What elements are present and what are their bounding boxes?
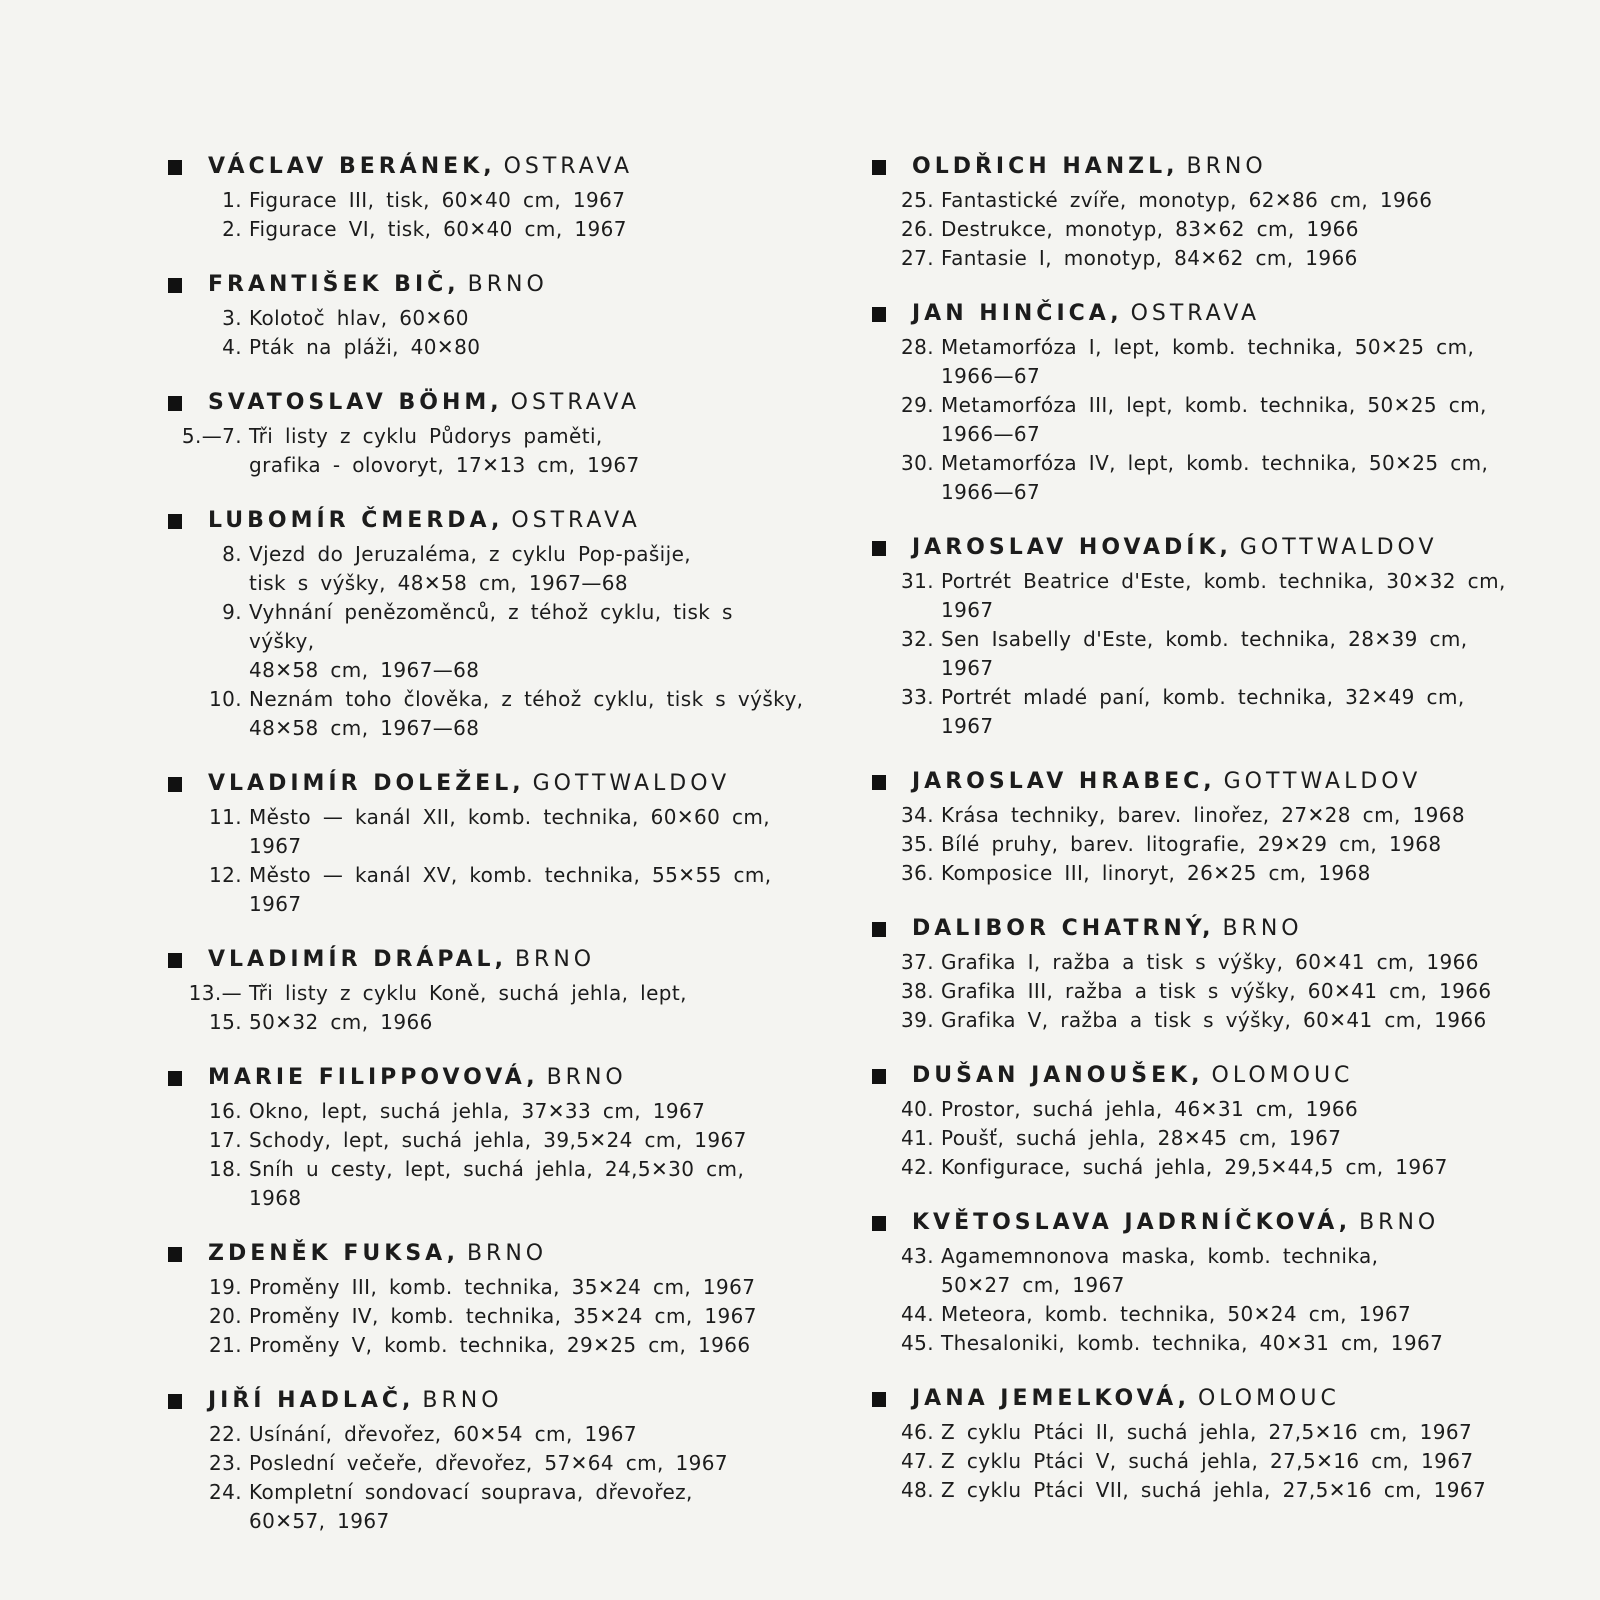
work-number: 46. [900, 1420, 934, 1444]
artist-entry [872, 1057, 1512, 1182]
artist-entry [168, 765, 808, 919]
artist-heading [168, 148, 808, 186]
artist-entry [168, 148, 808, 244]
square-bullet-icon [872, 1216, 886, 1231]
artist-heading [168, 384, 808, 422]
work-number: 42. [900, 1155, 934, 1179]
square-bullet-icon [872, 1392, 886, 1407]
work-description: Z cyklu Ptáci II, suchá jehla, 27,5✕16 cm, 1967 [941, 1420, 1473, 1444]
artist-city: OSTRAVA [511, 508, 641, 533]
works-list [168, 422, 808, 480]
work-number: 28. [900, 335, 934, 359]
work-description: Fantastické zvíře, monotyp, 62✕86 cm, 1966 [941, 188, 1433, 212]
work-description: Proměny V, komb. technika, 29✕25 cm, 1966 [249, 1333, 751, 1357]
artist-name: VÁCLAV BERÁNEK, [208, 154, 496, 179]
work-item [872, 186, 1512, 215]
artist-heading [872, 1380, 1512, 1418]
work-description: Agamemnonova maska, komb. technika, 50✕27 cm, 1967 [941, 1244, 1379, 1297]
artist-city: OLOMOUC [1211, 1063, 1354, 1088]
work-number: 16. [208, 1099, 242, 1123]
artist-city: OSTRAVA [503, 154, 634, 179]
artist-city: BRNO [467, 272, 548, 297]
artist-city: OLOMOUC [1197, 1386, 1340, 1411]
work-description: Usínání, dřevořez, 60✕54 cm, 1967 [249, 1422, 637, 1446]
work-description: Thesaloniki, komb. technika, 40✕31 cm, 1967 [941, 1331, 1444, 1355]
artist-city: BRNO [1359, 1210, 1440, 1235]
artist-entry [872, 529, 1512, 741]
work-description: Figurace III, tisk, 60✕40 cm, 1967 [249, 188, 626, 212]
artist-heading [872, 295, 1512, 333]
artist-entry [872, 763, 1512, 888]
artist-city: OSTRAVA [1130, 301, 1261, 326]
work-description: Metamorfóza III, lept, komb. technika, 50✕25 cm, 1966—67 [941, 393, 1487, 446]
artist-name: JIŘÍ HADLAČ, [208, 1388, 415, 1413]
artist-name: SVATOSLAV BÖHM, [208, 390, 503, 415]
artist-name: FRANTIŠEK BIČ, [208, 272, 460, 297]
artist-entry [168, 502, 808, 743]
work-description: Figurace VI, tisk, 60✕40 cm, 1967 [249, 217, 627, 241]
artist-heading [168, 941, 808, 979]
work-item [168, 1449, 808, 1478]
artist-name: VLADIMÍR DRÁPAL, [208, 947, 507, 972]
work-description: Město — kanál XV, komb. technika, 55✕55 cm, 1967 [249, 863, 772, 916]
work-number: 24. [208, 1480, 242, 1504]
square-bullet-icon [168, 1394, 182, 1409]
work-description: Konfigurace, suchá jehla, 29,5✕44,5 cm, 1967 [941, 1155, 1448, 1179]
work-item [872, 1476, 1512, 1505]
square-bullet-icon [168, 1071, 182, 1086]
work-item [168, 861, 808, 919]
work-number: 43. [900, 1244, 934, 1268]
work-description: Poslední večeře, dřevořez, 57✕64 cm, 1967 [249, 1451, 729, 1475]
artist-name: ZDENĚK FUKSA, [208, 1241, 459, 1266]
work-number: 10. [208, 687, 242, 711]
work-description: Z cyklu Ptáci VII, suchá jehla, 27,5✕16 cm, 1967 [941, 1478, 1487, 1502]
artist-name: DALIBOR CHATRNÝ, [912, 916, 1215, 941]
artist-entry [168, 384, 808, 480]
work-description: Fantasie I, monotyp, 84✕62 cm, 1966 [941, 246, 1358, 270]
artist-name: DUŠAN JANOUŠEK, [912, 1063, 1204, 1088]
artist-heading [872, 148, 1512, 186]
work-number: 34. [900, 803, 934, 827]
work-item [872, 948, 1512, 977]
work-number: 12. [208, 863, 242, 887]
work-item [872, 977, 1512, 1006]
work-description: Prostor, suchá jehla, 46✕31 cm, 1966 [941, 1097, 1359, 1121]
work-number: 3. [222, 306, 242, 330]
artist-heading [168, 1382, 808, 1420]
work-description: Metamorfóza IV, lept, komb. technika, 50✕25 cm, 1966—67 [941, 451, 1489, 504]
work-description: Kompletní sondovací souprava, dřevořez, 60✕57, 1967 [249, 1480, 693, 1533]
artist-name: JAROSLAV HOVADÍK, [912, 535, 1232, 560]
work-item [872, 1329, 1512, 1358]
work-item [872, 1124, 1512, 1153]
work-number: 26. [900, 217, 934, 241]
artist-city: BRNO [422, 1388, 503, 1413]
artist-name: VLADIMÍR DOLEŽEL, [208, 771, 525, 796]
work-number: 44. [900, 1302, 934, 1326]
work-item [872, 1242, 1512, 1300]
artist-heading [168, 1059, 808, 1097]
work-number: 40. [900, 1097, 934, 1121]
work-description: Grafika I, ražba a tisk s výšky, 60✕41 cm, 1966 [941, 950, 1479, 974]
artist-heading [872, 910, 1512, 948]
work-number: 36. [900, 861, 934, 885]
works-list [872, 948, 1512, 1035]
works-list [872, 1095, 1512, 1182]
square-bullet-icon [168, 160, 182, 175]
artist-city: GOTTWALDOV [1239, 535, 1438, 560]
work-number: 32. [900, 627, 934, 651]
artist-entry [168, 1235, 808, 1360]
work-item [168, 1331, 808, 1360]
work-item [168, 215, 808, 244]
artist-heading [168, 1235, 808, 1273]
work-item [872, 1447, 1512, 1476]
work-item [872, 625, 1512, 683]
work-item [872, 1006, 1512, 1035]
work-item [168, 1420, 808, 1449]
work-description: Krása techniky, barev. linořez, 27✕28 cm, 1968 [941, 803, 1465, 827]
work-item [168, 803, 808, 861]
work-number: 4. [222, 335, 242, 359]
artist-name: KVĚTOSLAVA JADRNÍČKOVÁ, [912, 1210, 1352, 1235]
square-bullet-icon [872, 307, 886, 322]
work-description: Sen Isabelly d'Este, komb. technika, 28✕39 cm, 1967 [941, 627, 1468, 680]
work-number: 47. [900, 1449, 934, 1473]
work-number: 27. [900, 246, 934, 270]
work-number: 48. [900, 1478, 934, 1502]
work-item [872, 333, 1512, 391]
artist-city: GOTTWALDOV [532, 771, 731, 796]
work-number: 45. [900, 1331, 934, 1355]
work-item [168, 1302, 808, 1331]
work-description: Grafika V, ražba a tisk s výšky, 60✕41 cm, 1966 [941, 1008, 1487, 1032]
work-item [168, 333, 808, 362]
work-description: Z cyklu Ptáci V, suchá jehla, 27,5✕16 cm, 1967 [941, 1449, 1474, 1473]
work-number: 31. [900, 569, 934, 593]
artist-entry [872, 1380, 1512, 1505]
work-item [872, 391, 1512, 449]
work-description: Město — kanál XII, komb. technika, 60✕60 cm, 1967 [249, 805, 771, 858]
square-bullet-icon [872, 541, 886, 556]
work-item [872, 567, 1512, 625]
work-number: 39. [900, 1008, 934, 1032]
work-number: 37. [900, 950, 934, 974]
works-list [872, 1242, 1512, 1358]
right-column [872, 148, 1512, 1527]
artist-heading [872, 529, 1512, 567]
work-number: 25. [900, 188, 934, 212]
artist-entry [168, 266, 808, 362]
work-description: Tři listy z cyklu Koně, suchá jehla, lept, 50✕32 cm, 1966 [249, 981, 687, 1034]
works-list [872, 1418, 1512, 1505]
work-item [872, 244, 1512, 273]
work-number: 21. [208, 1333, 242, 1357]
artist-name: OLDŘICH HANZL, [912, 154, 1179, 179]
works-list [168, 1420, 808, 1536]
left-column [168, 148, 808, 1558]
artist-name: JAROSLAV HRABEC, [912, 769, 1216, 794]
works-list [872, 186, 1512, 273]
work-number: 17. [208, 1128, 242, 1152]
artist-city: BRNO [1222, 916, 1303, 941]
work-item [872, 1095, 1512, 1124]
artist-heading [872, 763, 1512, 801]
square-bullet-icon [168, 1247, 182, 1262]
artist-name: JANA JEMELKOVÁ, [912, 1386, 1190, 1411]
work-description: Vjezd do Jeruzaléma, z cyklu Pop-pašije, tisk s výšky, 48✕58 cm, 1967—68 [249, 542, 692, 595]
artist-entry [872, 148, 1512, 273]
works-list [168, 304, 808, 362]
works-list [872, 801, 1512, 888]
work-description: Proměny III, komb. technika, 35✕24 cm, 1967 [249, 1275, 756, 1299]
work-description: Neznám toho člověka, z téhož cyklu, tisk s výšky, 48✕58 cm, 1967—68 [249, 687, 804, 740]
work-description: Tři listy z cyklu Půdorys paměti, grafika - olovoryt, 17✕13 cm, 1967 [249, 424, 640, 477]
work-item [168, 685, 808, 743]
work-description: Proměny IV, komb. technika, 35✕24 cm, 1967 [249, 1304, 757, 1328]
works-list [872, 567, 1512, 741]
work-item [168, 186, 808, 215]
artist-entry [872, 910, 1512, 1035]
work-description: Okno, lept, suchá jehla, 37✕33 cm, 1967 [249, 1099, 706, 1123]
work-number: 9. [222, 600, 242, 624]
work-description: Bílé pruhy, barev. litografie, 29✕29 cm, 1968 [941, 832, 1442, 856]
work-description: Meteora, komb. technika, 50✕24 cm, 1967 [941, 1302, 1412, 1326]
work-description: Portrét mladé paní, komb. technika, 32✕49 cm, 1967 [941, 685, 1465, 738]
work-number: 2. [222, 217, 242, 241]
work-item [168, 1126, 808, 1155]
works-list [168, 1097, 808, 1213]
work-description: Grafika III, ražba a tisk s výšky, 60✕41 cm, 1966 [941, 979, 1492, 1003]
work-item [872, 1418, 1512, 1447]
work-item [872, 1300, 1512, 1329]
work-item [168, 979, 808, 1037]
work-number: 38. [900, 979, 934, 1003]
artist-heading [872, 1057, 1512, 1095]
work-number: 35. [900, 832, 934, 856]
work-number: 22. [208, 1422, 242, 1446]
work-number: 18. [208, 1157, 242, 1181]
work-description: Schody, lept, suchá jehla, 39,5✕24 cm, 1967 [249, 1128, 747, 1152]
works-list [872, 333, 1512, 507]
work-description: Sníh u cesty, lept, suchá jehla, 24,5✕30 cm, 1968 [249, 1157, 745, 1210]
artist-entry [168, 1382, 808, 1536]
square-bullet-icon [168, 514, 182, 529]
work-item [168, 1097, 808, 1126]
work-item [872, 215, 1512, 244]
work-number: 30. [900, 451, 934, 475]
work-description: Komposice III, linoryt, 26✕25 cm, 1968 [941, 861, 1371, 885]
work-number: 23. [208, 1451, 242, 1475]
work-number: 29. [900, 393, 934, 417]
works-list [168, 186, 808, 244]
artist-name: LUBOMÍR ČMERDA, [208, 508, 504, 533]
works-list [168, 803, 808, 919]
artist-entry [168, 1059, 808, 1213]
artist-city: BRNO [546, 1065, 627, 1090]
artist-heading [872, 1204, 1512, 1242]
work-item [168, 540, 808, 598]
work-description: Kolotoč hlav, 60✕60 [249, 306, 469, 330]
artist-entry [872, 295, 1512, 507]
artist-name: JAN HINČICA, [912, 301, 1123, 326]
work-number: 8. [222, 542, 242, 566]
work-description: Metamorfóza I, lept, komb. technika, 50✕25 cm, 1966—67 [941, 335, 1475, 388]
square-bullet-icon [872, 1069, 886, 1084]
artist-city: OSTRAVA [510, 390, 641, 415]
works-list [168, 1273, 808, 1360]
work-item [872, 449, 1512, 507]
work-item [168, 598, 808, 685]
work-description: Portrét Beatrice d'Este, komb. technika, 30✕32 cm, 1967 [941, 569, 1506, 622]
work-number: 20. [208, 1304, 242, 1328]
square-bullet-icon [168, 396, 182, 411]
work-item [872, 1153, 1512, 1182]
artist-heading [168, 266, 808, 304]
work-description: Vyhnání penězoměnců, z téhož cyklu, tisk s výšky, 48✕58 cm, 1967—68 [249, 600, 733, 682]
work-number: 11. [208, 805, 242, 829]
work-item [872, 830, 1512, 859]
artist-heading [168, 502, 808, 540]
work-number: 5.—7. [181, 424, 242, 448]
square-bullet-icon [872, 775, 886, 790]
work-number: 41. [900, 1126, 934, 1150]
artist-city: BRNO [1186, 154, 1267, 179]
artist-city: BRNO [466, 1241, 548, 1266]
works-list [168, 540, 808, 743]
work-description: Destrukce, monotyp, 83✕62 cm, 1966 [941, 217, 1359, 241]
work-number: 33. [900, 685, 934, 709]
artist-entry [168, 941, 808, 1037]
works-list [168, 979, 808, 1037]
work-description: Poušť, suchá jehla, 28✕45 cm, 1967 [941, 1126, 1342, 1150]
work-item [168, 1273, 808, 1302]
artist-entry [872, 1204, 1512, 1358]
artist-name: MARIE FILIPPOVOVÁ, [208, 1065, 539, 1090]
square-bullet-icon [168, 278, 182, 293]
work-item [168, 1478, 808, 1536]
work-number: 13.—15. [188, 981, 242, 1034]
square-bullet-icon [872, 922, 886, 937]
work-item [168, 304, 808, 333]
work-item [872, 859, 1512, 888]
work-item [168, 422, 808, 480]
artist-city: GOTTWALDOV [1223, 769, 1422, 794]
square-bullet-icon [168, 953, 182, 968]
work-item [872, 801, 1512, 830]
work-item [168, 1155, 808, 1213]
artist-heading [168, 765, 808, 803]
square-bullet-icon [168, 777, 182, 792]
artist-city: BRNO [514, 947, 596, 972]
work-number: 1. [222, 188, 242, 212]
work-number: 19. [208, 1275, 242, 1299]
work-item [872, 683, 1512, 741]
square-bullet-icon [872, 160, 886, 175]
work-description: Pták na pláži, 40✕80 [249, 335, 481, 359]
